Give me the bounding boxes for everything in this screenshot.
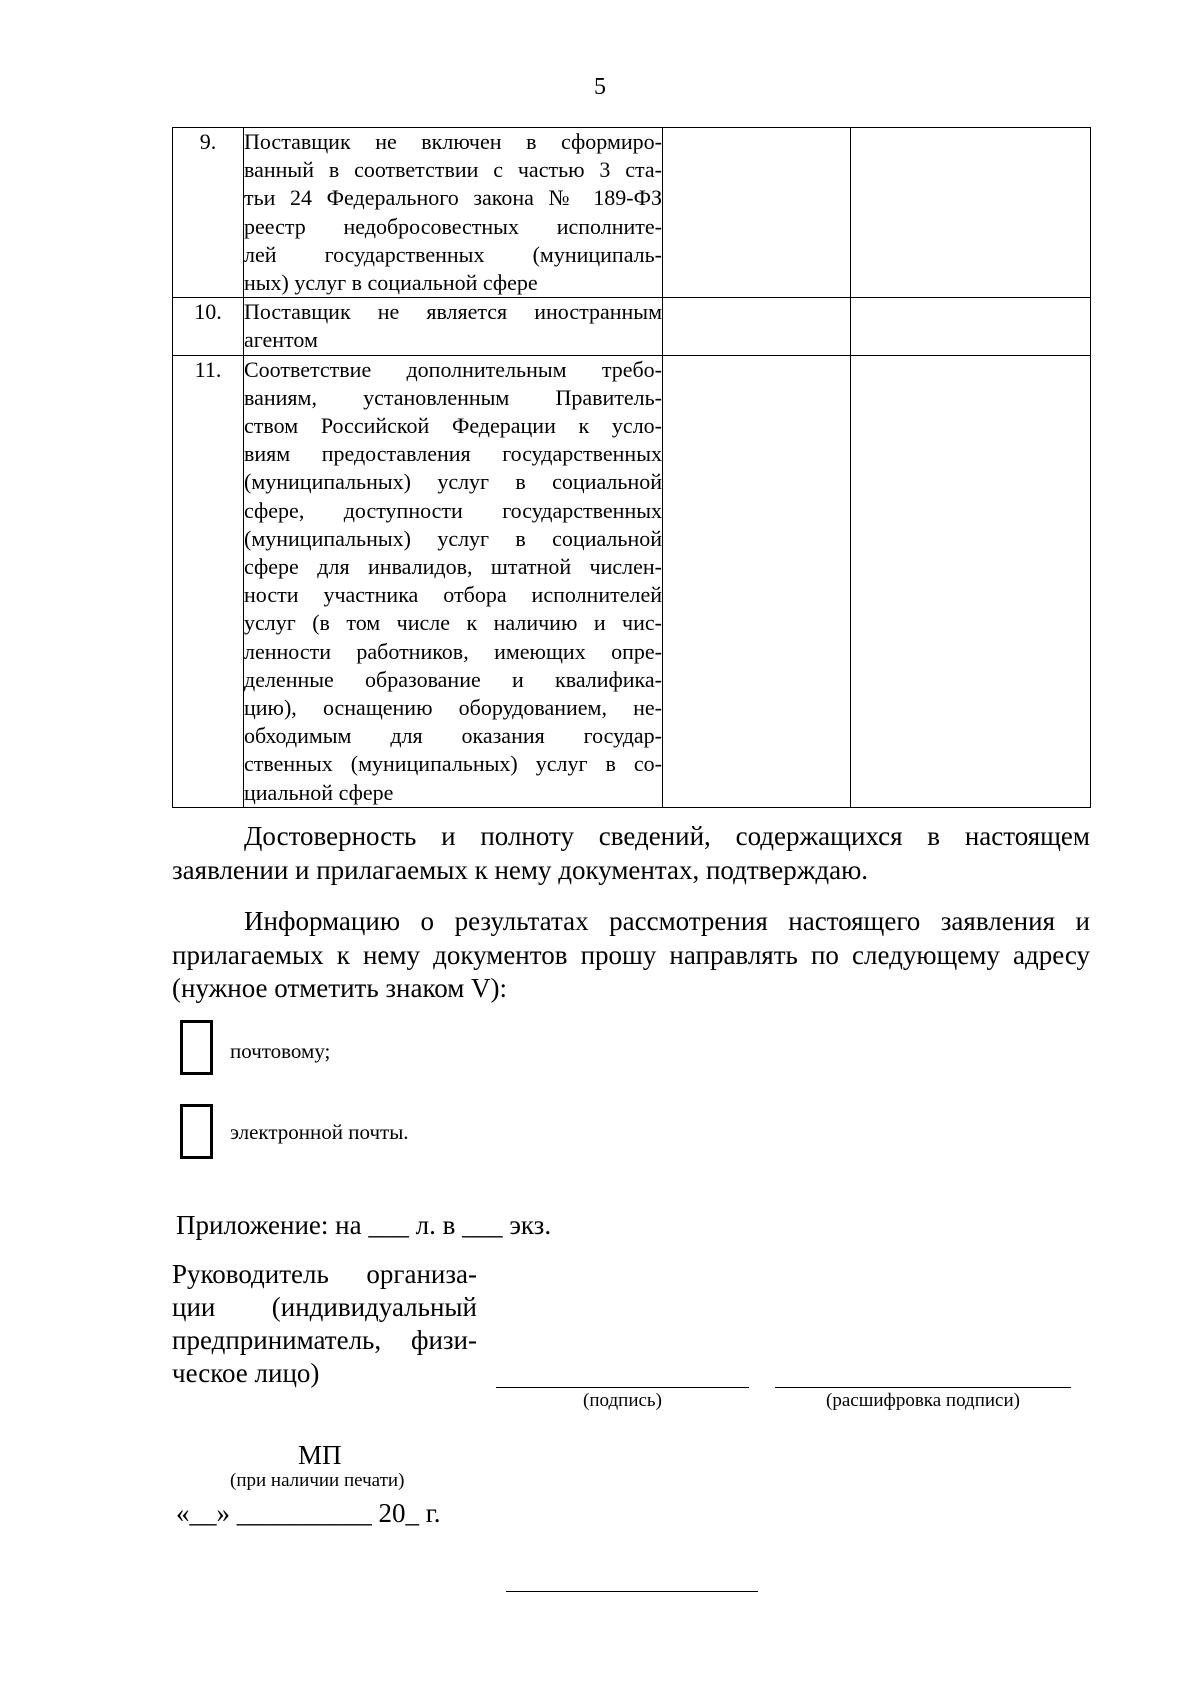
description-line: циальной сфере [244, 779, 394, 805]
signatory-title-line: ческое лицо) [172, 1358, 320, 1388]
date-line: «__» __________ 20_ г. [176, 1498, 441, 1528]
stamp-note: (при наличии печати) [230, 1470, 405, 1491]
table-row [173, 298, 1091, 355]
signatory-title-line: ции (индивидуальный [172, 1292, 477, 1322]
row-number: 10. [173, 298, 244, 355]
description-line: деленные образование и квалифика- [244, 666, 662, 692]
table-row [173, 355, 1091, 807]
description-line: ности участника отбора исполнителей [244, 582, 662, 608]
description-line: сфере, доступности государственных [244, 497, 662, 523]
description-line: Поставщик не включен в сформиро- [244, 129, 662, 154]
description-line: Соответствие дополнительным требо- [244, 356, 662, 382]
signature-caption: (подпись) [583, 1390, 662, 1411]
description-line: ством Российской Федерации к усло- [244, 413, 662, 439]
empty-cell [851, 128, 1091, 298]
row-description [244, 298, 663, 355]
empty-cell [663, 298, 851, 355]
empty-cell [663, 128, 851, 298]
row-description [244, 355, 663, 807]
signatory-title-line: Руководитель организа- [172, 1259, 477, 1289]
confirmation-paragraph: Достоверность и полноту сведений, содержащихся в настоящем заявлении и прилагаемых к нему документах, подтверждаю. [172, 821, 1090, 885]
signature-decoding-line [775, 1387, 1071, 1388]
empty-cell [663, 355, 851, 807]
description-line: тьи 24 Федерального закона № 189-ФЗ [244, 185, 662, 211]
signature-decoding-caption: (расшифровка подписи) [826, 1390, 1020, 1411]
description-line: цию), оснащению оборудованием, не- [244, 695, 662, 721]
description-line: (муниципальных) услуг в социальной [244, 469, 662, 495]
signatory-title [172, 1258, 477, 1390]
description-line: сфере для инвалидов, штатной числен- [244, 554, 662, 580]
row-number: 9. [173, 128, 244, 298]
description-line: (муниципальных) услуг в социальной [244, 525, 662, 551]
signatory-title-line: предприниматель, физи- [172, 1325, 477, 1355]
description-line: ваниям, установленным Правитель- [244, 384, 662, 410]
description-line: ванный в соответствии с частью 3 ста- [244, 157, 662, 183]
appendix-line: Приложение: на ___ л. в ___ экз. [176, 1210, 552, 1240]
criteria-table [172, 127, 1091, 808]
empty-cell [851, 298, 1091, 355]
table-row [173, 128, 1091, 298]
description-line: ленности работников, имеющих опре- [244, 638, 662, 664]
row-description [244, 128, 663, 298]
description-line: услуг (в том числе к наличию и чис- [244, 610, 662, 636]
description-line: агентом [244, 327, 318, 353]
stamp-label: МП [298, 1440, 342, 1470]
signature-line [496, 1387, 749, 1388]
description-line: ных) услуг в социальной сфере [244, 270, 538, 296]
email-option-label: электронной почты. [230, 1120, 409, 1144]
delivery-paragraph: Информацию о результатах рассмотрения настоящего заявления и прилагаемых к нему документов прошу направлять по следующему адресу (нужное отметить знаком V): [172, 906, 1090, 1003]
description-line: обходимым для оказания государ- [244, 723, 662, 749]
description-line: ственных (муниципальных) услуг в со- [244, 751, 662, 777]
description-line: реестр недобросовестных исполните- [244, 213, 662, 239]
description-line: лей государственных (муниципаль- [244, 241, 662, 267]
description-line: Поставщик не является иностранным [244, 299, 662, 325]
description-line: виям предоставления государственных [244, 441, 662, 467]
email-checkbox[interactable] [180, 1104, 213, 1159]
row-number: 11. [173, 355, 244, 807]
page-number: 5 [594, 74, 606, 100]
postal-checkbox[interactable] [180, 1020, 213, 1075]
postal-option-label: почтовому; [230, 1039, 331, 1063]
empty-cell [851, 355, 1091, 807]
footer-rule [506, 1591, 758, 1592]
